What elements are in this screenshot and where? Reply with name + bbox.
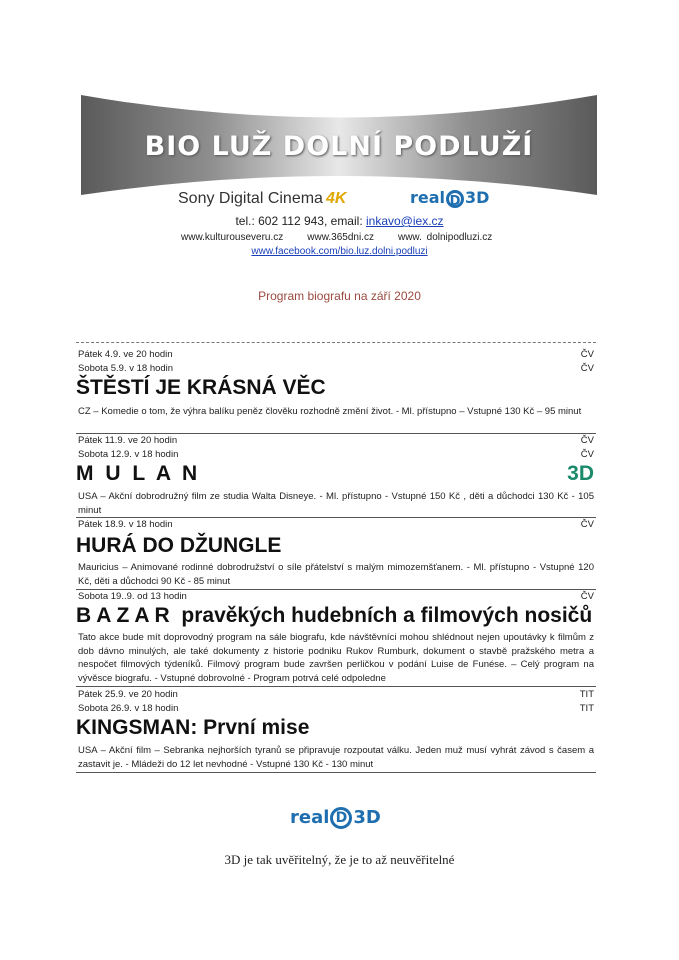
contact-line [0,214,679,228]
format-label: ČV [580,519,594,530]
divider [76,772,596,773]
screening-time: Pátek 25.9. ve 20 hodin TIT [78,689,594,700]
event-title-rest: pravěkých hudebních a filmových nosičů [181,604,593,627]
contact-phone: tel.: 602 112 943, email: [235,214,366,228]
screening-time: Pátek 18.9. v 18 hodin ČV [78,519,594,530]
facebook-link[interactable]: www.facebook.com/bio.luz.dolni.podluzi [251,246,428,257]
reald-3d-logo: real D 3D [290,807,381,828]
program-title: Program biografu na září 2020 [258,289,421,303]
format-label: ČV [580,349,594,360]
sony-digital-cinema-logo [178,190,346,208]
movie-description: Mauricius – Animované rodinné dobrodružství o síle přátelství s malým mimozemšťanem. - Ml. přístupno - Vstupné 120 Kč, děti a důchodci 90 Kč - 85 minut [78,562,594,587]
event-title-main: B A Z A R [76,604,170,627]
movie-description: USA – Akční film – Sebranka nejhorších tyranů se připravuje rozpoutat válku. Jeden muž musí vyhrát závod s časem a zastavit je. - Mládeži do 12 let nevhodné - Vstupné 130 Kč - 130 minut [78,745,594,770]
reald-3d-logo: real D 3D [410,188,490,209]
screening-time: Sobota 5.9. v 18 hodin ČV [78,363,594,374]
format-label: ČV [580,363,594,374]
format-label: TIT [579,703,594,714]
sony-text: Sony Digital Cinema [178,190,323,207]
screening-time: Sobota 19..9. od 13 hodin ČV [78,591,594,602]
movie-title: ŠTĚSTÍ JE KRÁSNÁ VĚC [76,376,326,399]
format-label: TIT [579,689,594,700]
3d-badge: 3D [567,462,594,485]
email-link[interactable]: inkavo@iex.cz [365,214,444,228]
format-label: ČV [580,449,594,460]
website-link[interactable]: www.kulturouseveru.cz [181,232,284,243]
movie-description: USA – Akční dobrodružný film ze studia Walta Disneye. - Ml. přístupno - Vstupné 150 Kč , děti a důchodci 130 Kč - 105 minut [78,491,594,516]
movie-title: HURÁ DO DŽUNGLE [76,534,282,557]
slogan: 3D je tak uvěřitelný, že je to až neuvěřitelné [224,852,455,867]
divider [76,686,596,687]
movie-description: CZ – Komedie o tom, že výhra balíku peněz člověku rozhodně změní život. - Ml. přístupno – Vstupné 130 Kč – 95 minut [78,406,582,417]
screening-time: Pátek 11.9. ve 20 hodin ČV [78,435,594,446]
event-title [76,604,592,628]
screening-time: Sobota 26.9. v 18 hodin TIT [78,703,594,714]
sony-4k-label: 4K [325,190,347,207]
movie-title: M U L A N [76,462,201,485]
cinema-name: BIO LUŽ DOLNÍ PODLUŽÍ [144,131,534,162]
website-link[interactable]: www. dolnipodluzi.cz [397,232,493,243]
website-link[interactable]: www.365dni.cz [307,232,374,243]
movie-title: KINGSMAN: První mise [76,716,310,739]
event-description: Tato akce bude mít doprovodný program na sále biografu, kde návštěvníci mohou shlédnout nejen upoutávky k filmům z dob dávno minulých, ale také dokumenty z historie podniku Rukov Rumburk, dokument o stavbě pražského metra a nespočet filmových týdeníků. Filmový program bude završen perličkou v podání Luise de Funése. – Celý program na vývěsce biografu. - Vstupné dobrovolné - Program potrvá celé odpoledne [78,632,594,684]
screening-time: Sobota 12.9. v 18 hodin ČV [78,449,594,460]
format-label: ČV [580,435,594,446]
websites-line [181,232,516,243]
format-label: ČV [580,591,594,602]
dashed-divider [76,342,596,343]
screening-time: Pátek 4.9. ve 20 hodin ČV [78,349,594,360]
